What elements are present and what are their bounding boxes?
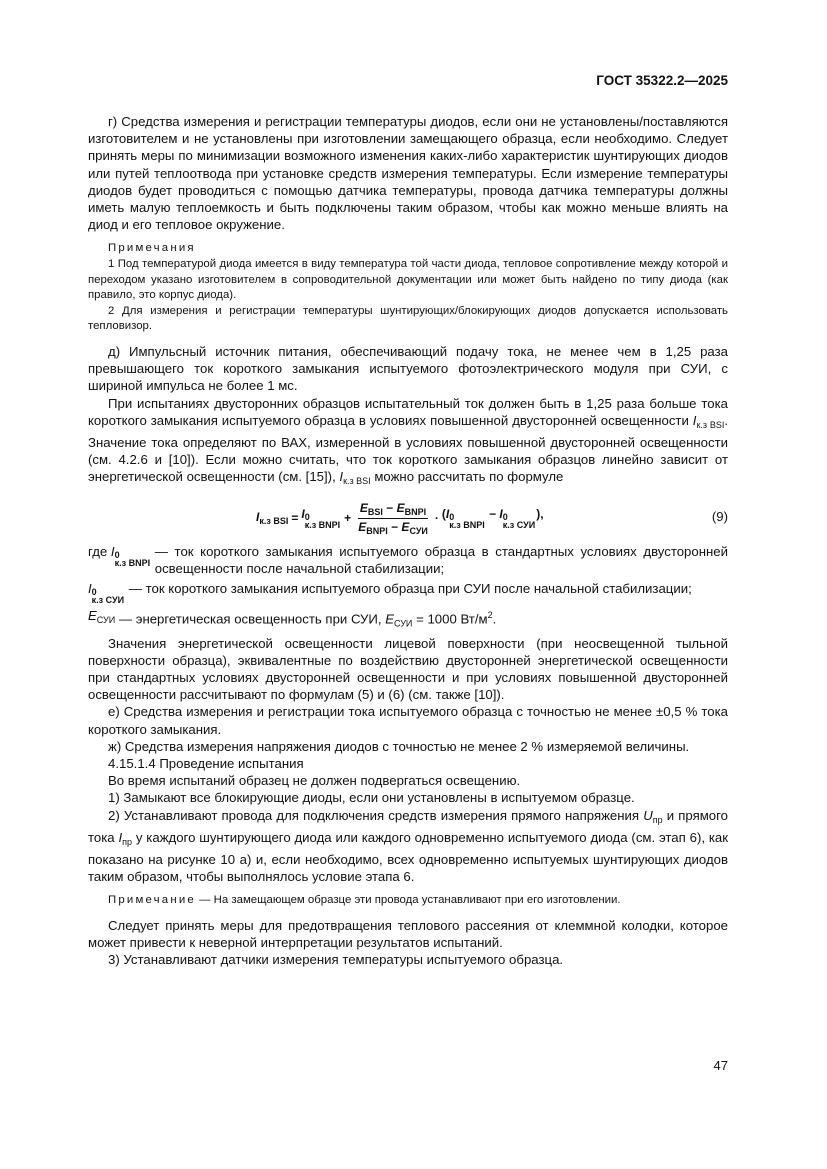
paragraph-e: е) Средства измерения и регистрации тока испытуемого образца с точностью не менее ±0,5 % тока короткого замыкания. xyxy=(88,704,728,737)
paragraph-zh: ж) Средства измерения напряжения диодов с точностью не менее 2 % измеряемой величины. xyxy=(108,738,690,754)
page-number: 47 xyxy=(713,1058,728,1073)
definition-1: где I 0 к.з BNPI — ток короткого замыкания испытуемого образца в стандартных условиях двусторонней освещенности после начальной стабилизации; xyxy=(88,543,728,576)
definition-3: $E_{СУИ}$ — энергетическая освещенность при СУИ, $E_{СУИ} = 1000$ $Вт/м^2$. xyxy=(88,608,497,629)
section-heading: 4.15.1.4 Проведение испытания xyxy=(108,756,304,772)
paragraph-g: г) Средства измерения и регистрации температуры диодов, если они не установлены/поставляются изготовителем и не установлены при изготовлении замещающего образца, если необходимо. Следует принять меры по минимизации возможного изменения каких-либо характеристик шунтирующих диодов или путей теплоотвода при установке средств измерения температуры. Если измерение температуры диодов будет проводиться с помощью датчика температуры, провода датчика температуры должны иметь малую теплоемкость и быть подключены таким образом, чтобы как можно меньше влиять на диод и его тепловое окружение. xyxy=(88,114,728,233)
definition-2: I 0 к.з СУИ — ток короткого замыкания испытуемого образца при СУИ после начальной стабилизации; xyxy=(88,581,692,606)
note-2: 2 Для измерения и регистрации температуры шунтирующих/блокирующих диодов допускается использовать тепловизор. xyxy=(88,304,728,333)
paragraph-equiv: Значения энергетической освещенности лицевой поверхности (при неосвещенной тыльной поверхности образца), эквивалентные по воздействию двусторонней энергетической освещенности при стандартных условиях двусторонней освещенности и при условиях повышенной двусторонней освещенности рассчитывают по формулам (5) и (6) (см. также [10]). xyxy=(88,635,728,703)
step-1: 1) Замыкают все блокирующие диоды, если они установлены в испытуемом образце. xyxy=(108,790,635,806)
paragraph-d: д) Импульсный источник питания, обеспечивающий подачу тока, не менее чем в 1,25 раза превышающего ток короткого замыкания испытуемого фотоэлектрического модуля при СУИ, с шириной импульса не более 1 мс. xyxy=(88,343,728,394)
formula-number: (9) xyxy=(711,508,728,524)
note-3: Примечание — На замещающем образце эти провода устанавливают при его изготовлении. xyxy=(108,894,621,907)
note-1: 1 Под температурой диода имеется в виду температура той части диода, тепловое сопротивление между которой и переходом указано изготовителем в сопроводительной документации или может быть найдено по типу диода (как правило, это корпус диода). xyxy=(88,258,728,302)
formula-body: $I_{к.з BSI}$ = I 0 к.з BNPI + $\frac{E_{BSI} - E_{BNPI}}{E_{BNPI} - E_{СУИ}}$ · (I 0 к.з BNPI − I 0 к.з СУИ ), xyxy=(256,500,544,536)
standard-header: ГОСТ 35322.2—2025 xyxy=(596,73,728,88)
notes-heading: Примечания xyxy=(108,242,196,255)
formula-fraction: $\frac{E_{BSI} - E_{BNPI}}{E_{BNPI} - E_{СУИ}}$ xyxy=(358,500,428,536)
step-3: 3) Устанавливают датчики измерения температуры испытуемого образца. xyxy=(108,952,564,968)
paragraph-bifacial: При испытаниях двусторонних образцов испытательный ток должен быть в 1,25 раза больше тока короткого замыкания испытуемого образца в условиях повышенной двусторонней освещенности $I_{к.з BSI}$. Значение тока определяют по ВАХ, измеренной в условиях повышенной двусторонней освещенности (см. 4.2.6 и [10]). Если можно считать, что ток короткого замыкания образцов линейно зависит от энергетической освещенности (см. [15]), $I_{к.з BSI}$ можно рассчитать по формуле xyxy=(88,395,729,487)
page-content xyxy=(88,113,728,969)
paragraph-heat: Следует принять меры для предотвращения теплового рассеяния от клеммной колодки, которое может привести к неверной интерпретации результатов испытаний. xyxy=(88,918,728,951)
paragraph-no-light: Во время испытаний образец не должен подвергаться освещению. xyxy=(108,773,521,789)
step-2: 2) Устанавливают провода для подключения средств измерения прямого напряжения $U_{пр}$ и прямого тока $I_{пр}$ у каждого шунтирующего диода или каждого одновременно испытуемого диода (см. этап 6), как показано на рисунке 10 а) и, если необходимо, всех одновременно испытуемых шунтирующих диодов таким образом, чтобы выполнялось условие этапа 6. xyxy=(88,807,728,885)
formula-9 xyxy=(88,497,728,543)
